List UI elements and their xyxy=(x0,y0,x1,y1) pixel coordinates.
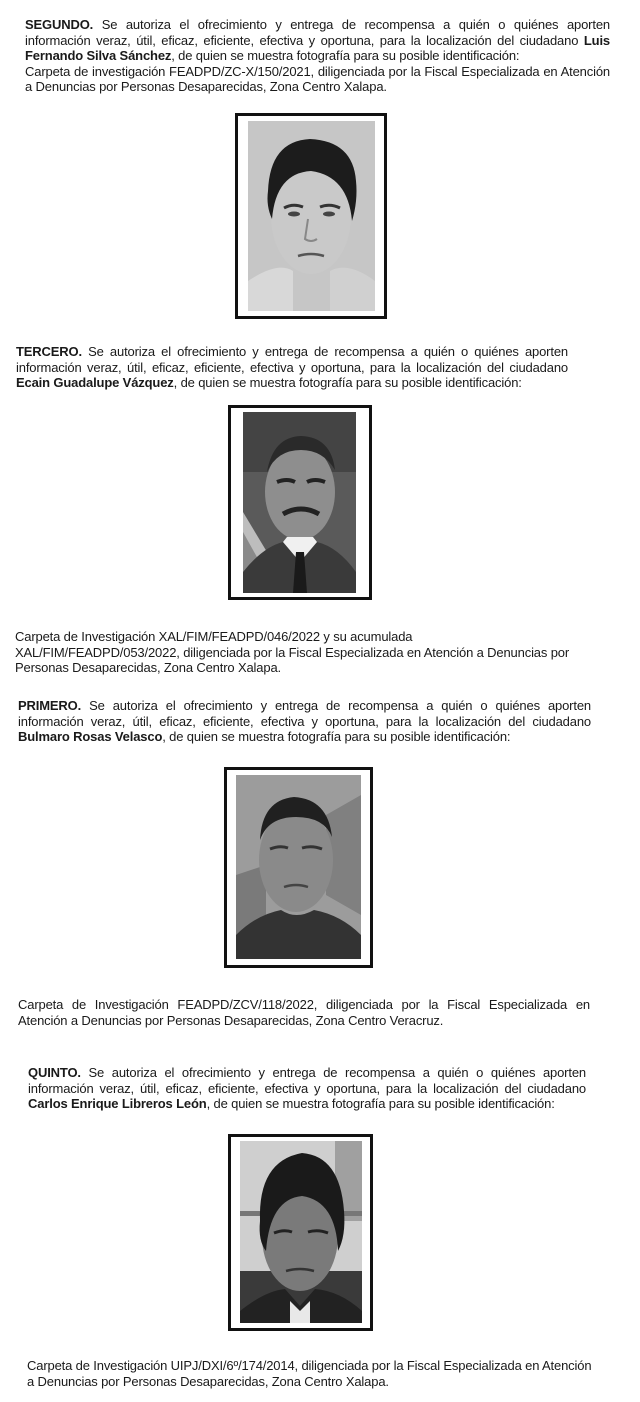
photo-ecain-guadalupe-vazquez xyxy=(243,412,356,593)
photo-luis-fernando-silva-sanchez xyxy=(248,121,375,311)
person-name: Luis Fernando Silva Sánchez xyxy=(25,32,610,63)
person-name: Carlos Enrique Libreros León xyxy=(28,1096,207,1111)
entry-label: TERCERO. xyxy=(16,344,82,359)
carpeta-text: Carpeta de Investigación XAL/FIM/FEADPD/046/2022 y su acumulada XAL/FIM/FEADPD/053/2022, diligenciada por la Fiscal Especializada en Atención a Denuncias por Personas Desaparecidas, Zona Centro Xalapa. xyxy=(15,629,570,675)
entry-text-end: , de quien se muestra fotografía para su posible identificación: xyxy=(171,48,520,63)
entry-tercero-paragraph xyxy=(16,344,568,391)
entry-text: Se autoriza el ofrecimiento y entrega de recompensa a quién o quiénes aporten información veraz, útil, eficaz, eficiente, efectiva y oportuna, para la localización del ciudadano xyxy=(16,344,568,375)
entry-label: SEGUNDO. xyxy=(25,17,94,32)
entry-text: Se autoriza el ofrecimiento y entrega de recompensa a quién o quiénes aporten información veraz, útil, eficaz, eficiente, efectiva y oportuna, para la localización del ciudadano xyxy=(28,1065,586,1096)
entry-text: Se autoriza el ofrecimiento y entrega de recompensa a quién o quiénes aporten información veraz, útil, eficaz, eficiente, efectiva y oportuna, para la localización del ciudadano xyxy=(18,698,591,729)
carpeta-text: Carpeta de investigación FEADPD/ZC-X/150/2021, diligenciada por la Fiscal Especializada en Atención a Denuncias por Personas Desaparecidas, Zona Centro Xalapa. xyxy=(25,63,610,94)
entry-text-end: , de quien se muestra fotografía para su posible identificación: xyxy=(162,729,511,744)
entry-label: QUINTO. xyxy=(28,1065,81,1080)
entry-primero-paragraph xyxy=(18,698,591,745)
entry-label: PRIMERO. xyxy=(18,698,82,713)
photo-carlos-enrique-libreros-leon xyxy=(240,1141,362,1323)
person-name: Bulmaro Rosas Velasco xyxy=(18,729,163,744)
entry-quinto-paragraph xyxy=(28,1065,586,1112)
carpeta-quinto xyxy=(27,1358,592,1389)
carpeta-text: Carpeta de Investigación FEADPD/ZCV/118/2022, diligenciada por la Fiscal Especializada en Atención a Denuncias por Personas Desaparecidas, Zona Centro Veracruz. xyxy=(18,997,590,1028)
entry-text: Se autoriza el ofrecimiento y entrega de recompensa a quién o quiénes aporten información veraz, útil, eficaz, eficiente, efectiva y oportuna, para la localización del ciudadano xyxy=(25,17,610,48)
carpeta-tercero xyxy=(15,629,575,676)
photo-bulmaro-rosas-velasco xyxy=(236,775,361,959)
person-name: Ecain Guadalupe Vázquez xyxy=(16,375,174,390)
entry-segundo-paragraph xyxy=(25,17,610,95)
carpeta-text: Carpeta de Investigación UIPJ/DXI/6º/174/2014, diligenciada por la Fiscal Especializada en Atención a Denuncias por Personas Desaparecidas, Zona Centro Xalapa. xyxy=(27,1358,592,1389)
entry-text-end: , de quien se muestra fotografía para su posible identificación: xyxy=(206,1096,555,1111)
carpeta-primero xyxy=(18,997,590,1028)
entry-text-end: , de quien se muestra fotografía para su posible identificación: xyxy=(173,375,522,390)
